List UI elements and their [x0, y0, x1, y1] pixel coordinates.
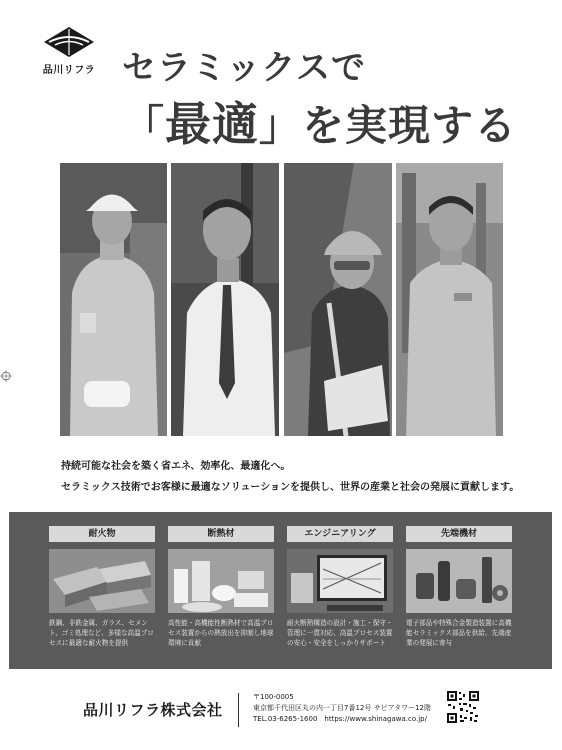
contact-line[interactable]: TEL.03-6265-1600 https://www.shinagawa.co.jp/: [253, 715, 427, 723]
bracket-close: 」: [259, 101, 303, 150]
category-label: 断熱材: [168, 526, 274, 542]
logo-brand-text: 品川リフラ: [42, 65, 96, 76]
headline-line1: セラミックスで: [122, 48, 366, 88]
registration-mark-icon: [0, 370, 12, 382]
street-address: 東京都千代田区丸の内一丁目7番12号 サピアタワー12階: [253, 704, 432, 712]
postal-code: 〒100-0005: [253, 693, 294, 701]
category-card-insulation: [168, 526, 274, 648]
category-card-advanced-materials: [406, 526, 512, 648]
company-logo: [40, 26, 98, 76]
engineering-monitor-image: [287, 549, 393, 613]
category-card-refractories: [49, 526, 155, 648]
qr-code-icon[interactable]: [446, 690, 480, 724]
employee-photo-strip: [60, 163, 503, 436]
insulation-materials-image: [168, 549, 274, 613]
category-description: 耐火断熱構造の設計・施工・保守・管理に一貫対応、高温プロセス装置の安心・安全をしっかりサポート: [287, 619, 393, 647]
category-label: 耐火物: [49, 526, 155, 542]
category-label: エンジニアリング: [287, 526, 393, 542]
refractory-bricks-image: [49, 549, 155, 613]
tagline-line2: セラミックス技術でお客様に最適なソリューションを提供し、世界の産業と社会の発展に貢献します。: [61, 482, 520, 493]
business-categories-panel: [9, 512, 552, 669]
advanced-ceramic-parts-image: [406, 549, 512, 613]
company-name: 品川リフラ株式会社: [83, 701, 223, 719]
photo-smiling-worker: [396, 163, 503, 436]
category-description: 鉄鋼、非鉄金属、ガラス、セメント、ゴミ処理など、多様な高温プロセスに最適な耐火物を提供: [49, 619, 154, 647]
bracket-open: 「: [122, 101, 166, 150]
footer-divider: [238, 693, 239, 727]
category-description: 高性能・高機能性断熱材で高温プロセス装置からの熱放出を抑制し地球環境に貢献: [168, 619, 274, 647]
tagline: [61, 456, 519, 498]
headline-line2: [122, 88, 517, 154]
photo-office-man: [171, 163, 279, 436]
tagline-line1: 持続可能な社会を築く省エネ、効率化、最適化へ。: [61, 461, 291, 472]
category-card-engineering: [287, 526, 393, 648]
photo-worker-cap: [60, 163, 167, 436]
category-label: 先端機材: [406, 526, 512, 542]
diamond-logo-icon: [43, 26, 95, 60]
photo-hardhat-worker: [284, 163, 392, 436]
headline-emphasis: 最適: [165, 97, 260, 151]
company-address-block: [253, 692, 431, 725]
headline-rest: を実現する: [302, 101, 518, 150]
category-description: 電子部品や特殊合金製造装置に高機能セラミックス部品を供給、先端産業の発展に寄与: [406, 619, 512, 647]
